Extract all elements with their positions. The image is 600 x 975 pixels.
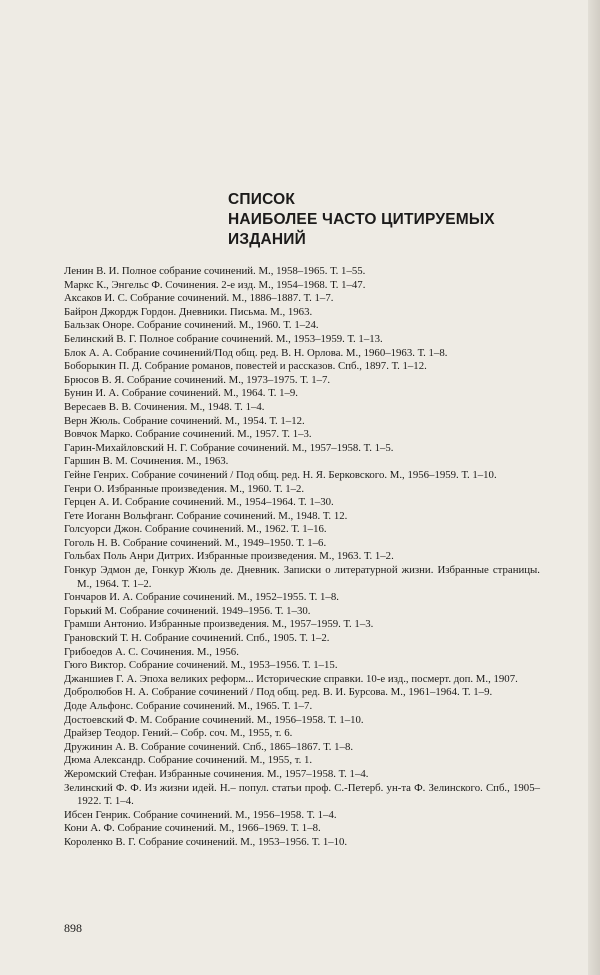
bibliography-entry: Гончаров И. А. Собрание сочинений. М., 1952–1955. Т. 1–8. [64,591,339,604]
bibliography-entry: Джаншиев Г. А. Эпоха великих реформ... Исторические справки. 10-е изд., посмерт. доп. М., 1907. [64,672,518,685]
bibliography-entry: Гарин-Михайловский Н. Г. Собрание сочинений. М., 1957–1958. Т. 1–5. [64,441,394,454]
page-edge-shadow [588,0,600,975]
section-heading [228,190,495,250]
bibliography-entry: Бальзак Оноре. Собрание сочинений. М., 1960. Т. 1–24. [64,319,319,332]
bibliography-entry: Брюсов В. Я. Собрание сочинений. М., 1973–1975. Т. 1–7. [64,373,331,386]
bibliography-entry: Жеромский Стефан. Избранные сочинения. М., 1957–1958. Т. 1–4. [64,767,369,780]
bibliography-entry: Ибсен Генрик. Собрание сочинений. М., 1956–1958. Т. 1–4. [64,808,337,821]
bibliography-entry: Гейне Генрих. Собрание сочинений / Под общ. ред. Н. Я. Берковского. М., 1956–1959. Т. 1–10. [64,468,497,481]
page-number: 898 [64,921,82,935]
bibliography-entry: Герцен А. И. Собрание сочинений. М., 1954–1964. Т. 1–30. [64,496,334,509]
bibliography-entry: Дюма Александр. Собрание сочинений. М., 1955, т. 1. [64,754,313,767]
bibliography-entry: Аксаков И. С. Собрание сочинений. М., 1886–1887. Т. 1–7. [64,292,334,305]
bibliography-entry: Голсуорси Джон. Собрание сочинений. М., 1962. Т. 1–16. [64,523,327,536]
bibliography-entry: Гольбах Поль Анри Дитрих. Избранные произведения. М., 1963. Т. 1–2. [64,550,394,563]
bibliography-entry: Гете Иоганн Вольфганг. Собрание сочинений. М., 1948. Т. 12. [64,509,348,522]
bibliography-entry: Гаршин В. М. Сочинения. М., 1963. [64,455,229,468]
bibliography-entry: Гонкур Эдмон де, Гонкур Жюль де. Дневник. Записки о литературной жизни. Избранные страницы. М., 1964. Т. 1–2. [64,564,540,590]
bibliography-entry: Маркс К., Энгельс Ф. Сочинения. 2-е изд. М., 1954–1968. Т. 1–47. [64,278,366,291]
bibliography-entry: Дружинин А. В. Собрание сочинений. Спб., 1865–1867. Т. 1–8. [64,740,354,753]
bibliography-entry: Добролюбов Н. А. Собрание сочинений / Под общ. ред. В. И. Бурсова. М., 1961–1964. Т. 1–9. [64,686,493,699]
bibliography-entry: Горький М. Собрание сочинений. 1949–1956. Т. 1–30. [64,604,311,617]
heading-line-3: ИЗДАНИЙ [228,231,306,248]
bibliography-entry: Короленко В. Г. Собрание сочинений. М., 1953–1956. Т. 1–10. [64,835,348,848]
bibliography-entry: Доде Альфонс. Собрание сочинений. М., 1965. Т. 1–7. [64,700,313,712]
bibliography-entry: Верн Жюль. Собрание сочинений. М., 1954. Т. 1–12. [64,414,305,427]
bibliography-entry: Грановский Т. Н. Собрание сочинений. Спб., 1905. Т. 1–2. [64,632,330,645]
bibliography-entry: Зелинский Ф. Ф. Из жизни идей. Н.– попул. статьи проф. С.-Петерб. ун-та Ф. Зелинского. Спб., 1905–1922. Т. 1–4. [64,781,540,808]
bibliography-entry: Грамши Антонио. Избранные произведения. М., 1957–1959. Т. 1–3. [64,618,374,631]
heading-line-2: НАИБОЛЕЕ ЧАСТО ЦИТИРУЕМЫХ [228,211,495,228]
bibliography-entry: Грибоедов А. С. Сочинения. М., 1956. [64,645,239,658]
bibliography-entry: Генри О. Избранные произведения. М., 1960. Т. 1–2. [64,482,305,495]
bibliography-entry: Гюго Виктор. Собрание сочинений. М., 1953–1956. Т. 1–15. [64,659,338,672]
bibliography-list [64,265,540,850]
bibliography-entry: Блок А. А. Собрание сочинений/Под общ. ред. В. Н. Орлова. М., 1960–1963. Т. 1–8. [64,346,448,359]
bibliography-entry: Вовчок Марко. Собрание сочинений. М., 1957. Т. 1–3. [64,428,312,441]
bibliography-entry: Белинский В. Г. Полное собрание сочинений. М., 1953–1959. Т. 1–13. [64,332,383,345]
bibliography-entry: Достоевский Ф. М. Собрание сочинений. М., 1956–1958. Т. 1–10. [64,713,364,726]
bibliography-entry: Драйзер Теодор. Гений.– Собр. соч. М., 1955, т. 6. [64,727,293,740]
bibliography-entry: Вересаев В. В. Сочинения. М., 1948. Т. 1–4. [64,400,265,413]
bibliography-entry: Ленин В. И. Полное собрание сочинений. М., 1958–1965. Т. 1–55. [64,265,366,277]
bibliography-entry: Байрон Джордж Гордон. Дневники. Письма. М., 1963. [64,305,313,318]
bibliography-entry: Кони А. Ф. Собрание сочинений. М., 1966–1969. Т. 1–8. [64,822,321,835]
bibliography-entry: Бунин И. А. Собрание сочинений. М., 1964. Т. 1–9. [64,387,299,400]
heading-line-1: СПИСОК [228,191,295,208]
bibliography-entry: Гоголь Н. В. Собрание сочинений. М., 1949–1950. Т. 1–6. [64,536,327,549]
bibliography-entry: Боборыкин П. Д. Собрание романов, повестей и рассказов. Спб., 1897. Т. 1–12. [64,360,427,373]
